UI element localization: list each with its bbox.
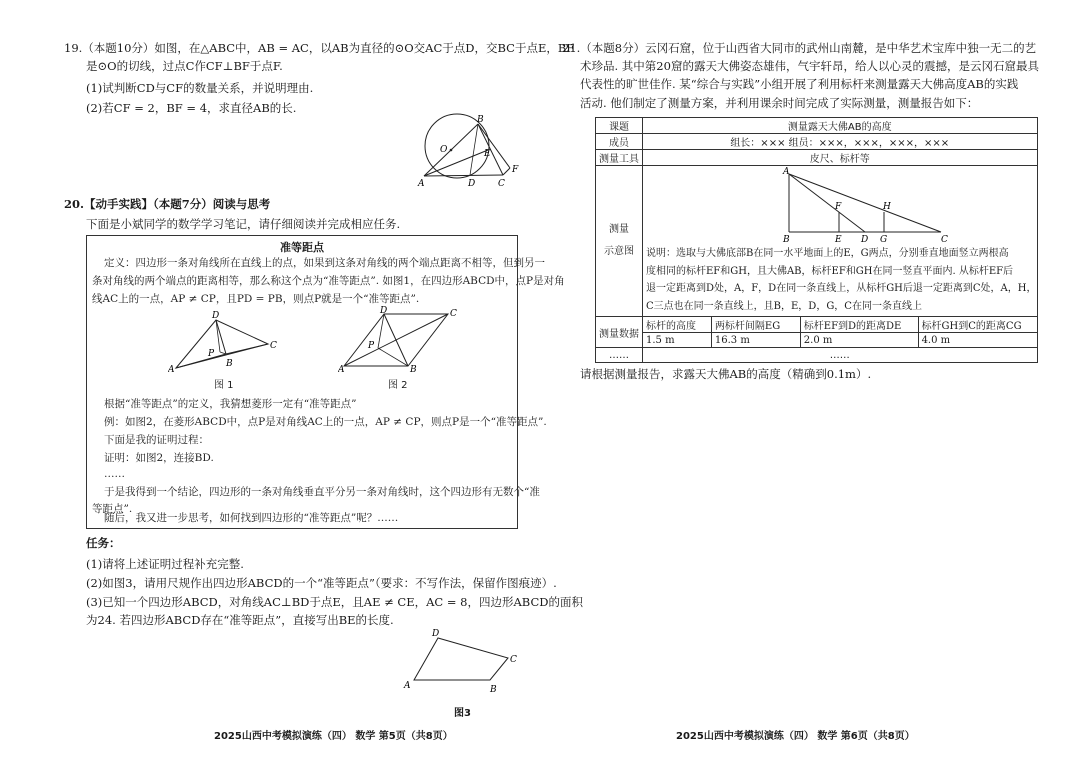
note-line-1: 根据“准等距点”的定义，我猜想菱形一定有“准等距点”: [104, 398, 357, 410]
left-page-footer: 2025山西中考模拟演练（四） 数学 第5页（共8页）: [214, 731, 453, 742]
right-page-footer: 2025山西中考模拟演练（四） 数学 第6页（共8页）: [676, 731, 915, 742]
report-row-topic: [596, 118, 1038, 134]
svg-text:H: H: [883, 202, 891, 212]
svg-text:B: B: [490, 685, 497, 695]
desc-line-3: 退一定距离到D处，A，F，D在同一条直线上，从标杆GH后退一定距离到C处，A，H，: [646, 283, 1037, 294]
svg-text:A: A: [783, 167, 790, 177]
measurement-report-table: [595, 117, 1038, 363]
svg-text:E: E: [484, 149, 491, 159]
measurement-diagram: [643, 166, 995, 242]
q21-ask: 请根据测量报告，求露天大佛AB的高度（精确到0.1m）.: [580, 367, 872, 381]
report-row-tools: [596, 150, 1038, 166]
q21-line3: 代表性的旷世佳作. 某“综合与实践”小组开展了利用标杆来测量露天大佛高度AB的实践: [580, 77, 1019, 91]
svg-text:E: E: [835, 235, 842, 242]
q19-part1: (1)试判断CD与CF的数量关系，并说明理由.: [86, 81, 314, 95]
value-eg: 16.3 m: [711, 333, 800, 348]
report-row-data-values: [596, 333, 1038, 348]
members-value: 组长：××× 组员：×××，×××，×××，×××: [643, 134, 1038, 150]
note-line-4: 证明：如图2，连接BD.: [104, 452, 214, 464]
svg-text:C: C: [510, 655, 517, 665]
q19-line2: 是⊙O的切线，过点C作CF⊥BF于点F.: [86, 59, 283, 73]
svg-text:C: C: [270, 341, 277, 351]
note-line-2: 例：如图2，在菱形ABCD中，点P是对角线AC上的一点，AP ≠ CP，则点P是一个“准等距点”.: [104, 416, 547, 428]
task-heading: 任务：: [86, 536, 121, 550]
diagram-cell: [643, 166, 1038, 317]
task-3a: (3)已知一个四边形ABCD，对角线AC⊥BD于点E，且AE ≠ CE，AC = 8，四边形ABCD的面积: [86, 595, 583, 609]
diagram-label: [596, 166, 643, 317]
note-definition-3: 线AC上的一点，AP ≠ CP，且PD = PB，则点P就是一个“准等距点”.: [92, 293, 420, 305]
svg-text:D: D: [432, 629, 440, 639]
svg-text:P: P: [208, 349, 215, 359]
svg-text:D: D: [861, 235, 869, 242]
ellipsis-label: ……: [596, 348, 643, 363]
svg-text:C: C: [498, 179, 505, 189]
figure-2-caption: 图 2: [388, 380, 408, 391]
desc-line-4: C三点也在同一条直线上，且B，E，D，G，C在同一条直线上: [646, 300, 922, 312]
svg-text:D: D: [468, 179, 476, 189]
note-line-6: 于是我得到一个结论，四边形的一条对角线垂直平分另一条对角线时，这个四边形有无数个“准: [104, 486, 540, 498]
svg-text:D: D: [212, 311, 220, 321]
diagram-label-a: 测量: [609, 224, 629, 235]
figure-3-caption: 图3: [454, 708, 471, 719]
task-2: (2)如图3，请用尺规作出四边形ABCD的一个“准等距点”（要求：不写作法，保留作图痕迹）.: [86, 576, 557, 590]
topic-label: 课题: [596, 118, 643, 134]
svg-text:A: A: [338, 365, 345, 374]
svg-text:O: O: [440, 145, 448, 155]
q21-line1: 21.（本题8分）云冈石窟，位于山西省大同市的武州山南麓，是中华艺术宝库中独一无二的艺: [562, 41, 1037, 55]
tools-label: 测量工具: [596, 150, 643, 166]
svg-text:A: A: [168, 365, 175, 375]
diagram-label-b: 示意图: [604, 246, 634, 257]
header-de: 标杆EF到D的距离DE: [800, 317, 918, 333]
note-line-7: 等距点”.: [92, 503, 133, 515]
task-1: (1)请将上述证明过程补充完整.: [86, 557, 244, 571]
desc-line-1: 说明：选取与大佛底部B在同一水平地面上的E，G两点，分别垂直地面竖立两根高: [646, 248, 1009, 259]
figure-1-caption: 图 1: [214, 380, 234, 391]
note-line-5: ……: [104, 468, 125, 480]
report-row-data-headers: [596, 317, 1038, 333]
svg-text:B: B: [477, 115, 484, 125]
value-cg: 4.0 m: [918, 333, 1037, 348]
q20-intro: 下面是小斌同学的数学学习笔记，请仔细阅读并完成相应任务.: [86, 217, 401, 231]
q19-line1: 19.（本题10分）如图，在△ABC中，AB = AC，以AB为直径的⊙O交AC于点D，交BC于点E，BF: [64, 41, 575, 55]
q20-title: 20.【动手实践】（本题7分）阅读与思考: [64, 197, 271, 211]
value-de: 2.0 m: [800, 333, 918, 348]
svg-text:C: C: [941, 235, 948, 242]
data-label: 测量数据: [596, 317, 643, 348]
report-row-diagram: [596, 166, 1038, 317]
figure-2-rhombus: [338, 306, 464, 374]
svg-text:P: P: [368, 341, 375, 351]
report-row-ellipsis: [596, 348, 1038, 363]
q19-part2: (2)若CF = 2，BF = 4，求直径AB的长.: [86, 101, 297, 115]
q19-circle-figure: [410, 112, 522, 192]
note-line-8: 随后，我又进一步思考，如何找到四边形的“准等距点”呢？……: [104, 512, 399, 524]
svg-text:B: B: [226, 359, 233, 369]
svg-text:G: G: [880, 235, 888, 242]
note-definition-2: 条对角线的两个端点的距离相等，那么称这个点为“准等距点”. 如图1，在四边形ABCD中，点P是对角: [92, 275, 565, 287]
svg-text:B: B: [410, 365, 417, 374]
svg-text:F: F: [512, 165, 519, 175]
figure-3-quadrilateral: [400, 628, 526, 698]
desc-line-2: 度相同的标杆EF和GH，且大佛AB，标杆EF和GH在同一竖直平面内. 从标杆EF后: [646, 265, 1014, 277]
note-definition-1: 定义：四边形一条对角线所在直线上的点，如果到这条对角线的两个端点距离不相等，但到另一: [104, 257, 545, 269]
note-line-3: 下面是我的证明过程：: [104, 434, 209, 446]
header-cg: 标杆GH到C的距离CG: [918, 317, 1037, 333]
svg-text:A: A: [418, 179, 425, 189]
header-pole-height: 标杆的高度: [643, 317, 712, 333]
q21-line4: 活动. 他们制定了测量方案，并利用课余时间完成了实际测量，测量报告如下：: [580, 96, 979, 110]
header-eg: 两标杆间隔EG: [711, 317, 800, 333]
svg-text:B: B: [783, 235, 790, 242]
ellipsis-value: ……: [643, 348, 1038, 363]
figure-1-quadrilateral: [168, 310, 288, 376]
task-3b: 为24. 若四边形ABCD存在“准等距点”，直接写出BE的长度.: [86, 613, 394, 627]
diagram-description: [643, 245, 1037, 315]
note-box-title: 准等距点: [280, 241, 324, 254]
report-row-members: [596, 134, 1038, 150]
members-label: 成员: [596, 134, 643, 150]
svg-text:A: A: [404, 681, 411, 691]
topic-value: 测量露天大佛AB的高度: [643, 118, 1038, 134]
tools-value: 皮尺、标杆等: [643, 150, 1038, 166]
value-pole-height: 1.5 m: [643, 333, 712, 348]
svg-text:F: F: [835, 202, 842, 212]
svg-text:D: D: [380, 306, 388, 316]
svg-text:C: C: [450, 309, 457, 319]
q21-line2: 术珍品. 其中第20窟的露天大佛姿态雄伟，气宇轩昂，给人以心灵的震撼，是云冈石窟最具: [580, 59, 1039, 73]
